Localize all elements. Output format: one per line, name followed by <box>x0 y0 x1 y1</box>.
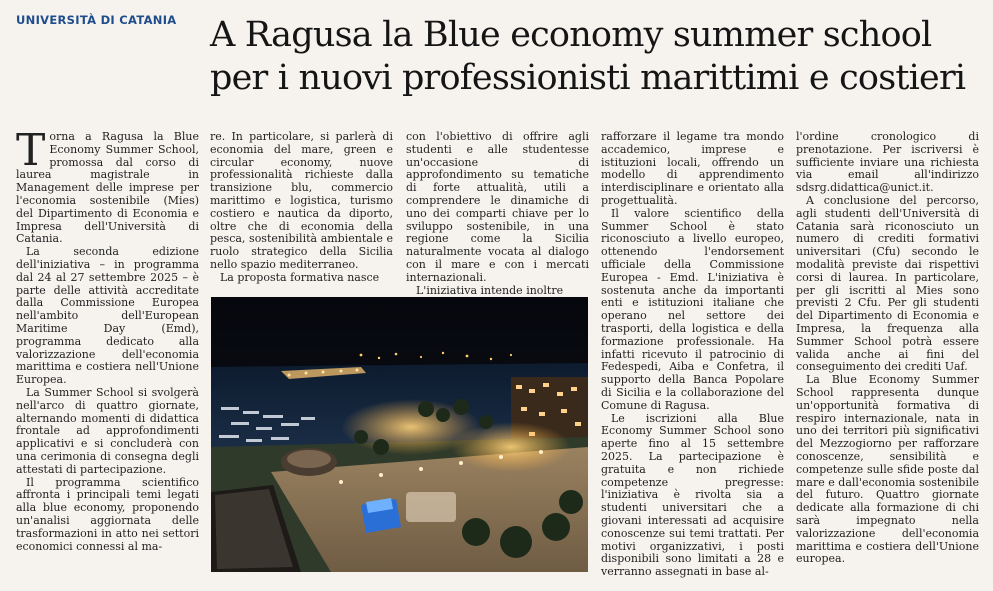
paragraph: Il programma scientifico affronta i principali temi legati alla blue economy, proponendo un'analisi aggiornata delle trasformazioni in atto nei settori economici connessi al ma- <box>16 475 199 553</box>
paragraph: con l'obiettivo di offrire agli studenti e alle studentesse un'occasione di approfondimento su tematiche di forte attualità, utili a comprendere le dinamiche di uno dei comparti chiave per lo sviluppo sostenibile, in una regione come la Sicilia naturalmente vocata al dialogo con il mare e con i mercati internazionali. <box>406 130 589 284</box>
paragraph: La proposta formativa nasce <box>220 270 380 284</box>
paragraph: Il valore scientifico della Summer School è stato riconosciuto a livello europeo, ottenendo l'endorsement ufficiale della Commissione Europea - Emd. L'iniziativa è sostenuta anche da importanti enti e istituzioni italiane che operano nel settore dei trasporti, della logistica e della formazione professionale. Ha infatti ricevuto il patrocinio di Fedespedi, Aiba e Confetra, il supporto della Banca Popolare di Sicilia e la collaborazione del Comune di Ragusa. <box>601 206 784 412</box>
paragraph: l'ordine cronologico di prenotazione. Per iscriversi è sufficiente inviare una richiesta via email all'indirizzo sdsrg.didattica@unict.it. <box>796 130 979 195</box>
paragraph: orna a Ragusa la Blue Economy Summer School, promossa dal corso di laurea magistrale in Management delle imprese per l'economia sostenibile (Mies) del Dipartimento di Economia e Impresa dell'Università di Catania. <box>16 130 199 246</box>
article-column-2 <box>210 131 393 285</box>
article-column-1 <box>16 125 199 553</box>
article-column-3 <box>406 131 589 297</box>
paragraph: re. In particolare, si parlerà di economia del mare, green e circular economy, nuove professionalità richieste dalla transizione blu, commercio marittimo e logistica, turismo costiero e nautica da diporto, oltre che di economia della pesca, sostenibilità ambientale e ruolo strategico della Sicilia nello spazio mediterraneo. <box>210 130 393 271</box>
paragraph: Le iscrizioni alla Blue Economy Summer School sono aperte fino al 15 settembre 2025. La partecipazione è gratuita e non richiede competenze pregresse: l'iniziativa è rivolta sia a studenti universitari che a giovani interessati ad acquisire conoscenze sui temi trattati. Per motivi organizzativi, i posti disponibili sono limitati a 28 e verranno assegnati in base al- <box>601 411 784 579</box>
section-kicker: UNIVERSITÀ DI CATANIA <box>16 13 177 27</box>
paragraph: L'iniziativa intende inoltre <box>416 283 564 297</box>
drop-cap: T <box>16 125 46 176</box>
paragraph: La seconda edizione dell'iniziativa – in programma dal 24 al 27 settembre 2025 – è parte delle attività accreditate dalla Commissione Europea nell'ambito dell'European Maritime Day (Emd), programma dedicato alla valorizzazione dell'economia marittima e costiera nell'Unione Europea. <box>16 245 199 387</box>
paragraph: La Summer School si svolgerà nell'arco di quattro giornate, alternando momenti di didattica frontale ad approfondimenti applicativi e si concluderà con una cerimonia di consegna degli attestati di partecipazione. <box>16 385 199 476</box>
paragraph: rafforzare il legame tra mondo accademico, imprese e istituzioni locali, offrendo un modello di apprendimento interdisciplinare e orientato alla progettualità. <box>601 130 784 207</box>
article-headline: A Ragusa la Blue economy summer school per i nuovi professionisti marittimi e costieri <box>210 15 966 98</box>
paragraph: A conclusione del percorso, agli studenti dell'Università di Catania sarà riconosciuto un numero di crediti formativi universitari (Cfu) secondo le modalità previste dai rispettivi corsi di laurea. In particolare, per gli iscritti al Mies sono previsti 2 Cfu. Per gli studenti del Dipartimento di Economia e Impresa, la frequenza alla Summer School potrà essere valida anche ai fini del conseguimento dei crediti Uaf. <box>796 193 979 374</box>
article-column-4 <box>601 131 784 579</box>
article-column-5 <box>796 131 979 566</box>
paragraph: La Blue Economy Summer School rappresenta dunque un'opportunità formativa di respiro internazionale, nata in uno dei territori più significativi del Mezzogiorno per rafforzare conoscenze, sensibilità e competenze sulle sfide poste dal mare e dall'economia sostenibile del futuro. Quattro giornate dedicate alla formazione di chi sarà impegnato nella valorizzazione dell'economia marittima e costiera dell'Unione europea. <box>796 373 979 566</box>
harbor-night-photo <box>211 297 588 572</box>
